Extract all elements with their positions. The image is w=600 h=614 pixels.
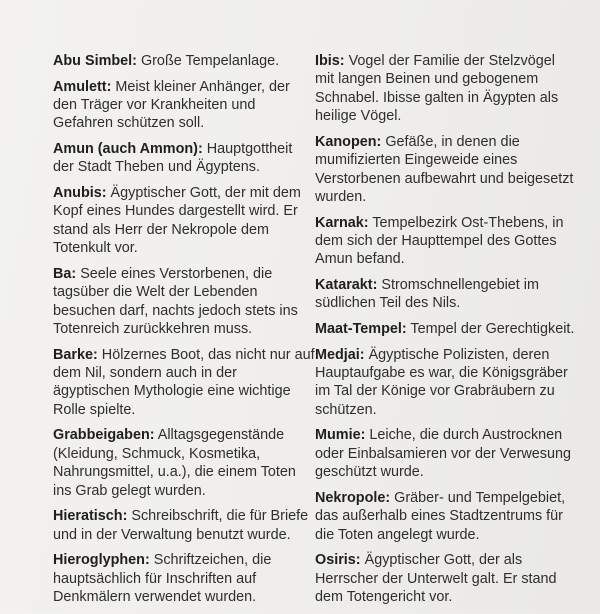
- glossary-term: Amulett:: [53, 78, 112, 95]
- glossary-entry: [315, 346, 577, 420]
- glossary-term: Amun (auch Ammon):: [53, 141, 203, 157]
- glossary-entry: [53, 52, 315, 70]
- glossary-definition: Gefäße, in denen die mumifizierten Eingeweide eines Verstorbenen aufbewahrt und beigesetzt wurden.: [315, 133, 574, 206]
- glossary-term: Abu Simbel:: [53, 53, 137, 69]
- glossary-definition: Vogel der Familie der Stelzvögel mit langen Beinen und gebogenem Schnabel. Ibisse galten in Ägypten als heilige Vögel.: [315, 53, 559, 125]
- glossary-definition: Schriftzeichen, die hauptsächlich für Inschriften auf Denkmälern verwendet wurden.: [53, 552, 272, 606]
- glossary-term: Barke:: [53, 346, 98, 363]
- glossary-entry: [53, 184, 315, 258]
- glossary-term: Mumie:: [315, 427, 366, 444]
- glossary-entry: [315, 52, 577, 126]
- glossary-term: Anubis:: [53, 185, 107, 201]
- glossary-column-right: [315, 52, 577, 614]
- glossary-term: Katarakt:: [315, 277, 378, 294]
- glossary-term: Nekropole:: [315, 489, 391, 506]
- glossary-entry: [53, 426, 315, 500]
- glossary-entry: [315, 551, 577, 606]
- glossary-definition: Leiche, die durch Austrocknen oder Einbalsamieren vor der Verwesung geschützt wurde.: [315, 427, 571, 481]
- glossary-definition: Hauptgottheit der Stadt Theben und Ägyptens.: [53, 141, 293, 176]
- glossary-definition: Ägyptischer Gott, der mit dem Kopf eines Hundes dargestellt wird. Er stand als Herr der Nekropole dem Totenkult vor.: [53, 185, 301, 257]
- glossary-definition: Große Tempelanlage.: [136, 53, 280, 69]
- glossary-entry: [315, 426, 577, 481]
- glossary-entry: [315, 320, 577, 338]
- glossary-definition: Hölzernes Boot, das nicht nur auf dem Nil, sondern auch in der ägyptischen Mythologie eine wichtige Rolle spielte.: [53, 346, 315, 418]
- glossary-definition: Ägyptischer Gott, der als Herrscher der Unterwelt galt. Er stand dem Totengericht vor.: [315, 552, 557, 606]
- glossary-term: Medjai:: [315, 346, 365, 363]
- glossary-definition: Alltagsgegenstände (Kleidung, Schmuck, Kosmetika, Nahrungsmittel, u.a.), die einem Toten ins Grab gelegt wurden.: [53, 427, 296, 499]
- glossary-term: Osiris:: [315, 552, 361, 569]
- glossary-definition: Tempelbezirk Ost-Thebens, in dem sich der Haupttempel des Gottes Amun befand.: [315, 214, 564, 268]
- glossary-entry: [315, 276, 577, 313]
- glossary-definition: Seele eines Verstorbenen, die tagsüber die Welt der Lebenden besuchen darf, nachts jedoch stets ins Totenreich zurückkehren muss.: [53, 265, 298, 338]
- glossary-entry: [53, 78, 315, 133]
- glossary-term: Kanopen:: [315, 133, 382, 150]
- glossary-definition: Meist kleiner Anhänger, der den Träger vor Krankheiten und Gefahren schützen soll.: [53, 78, 290, 132]
- glossary-term: Karnak:: [315, 214, 369, 231]
- glossary-entry: [53, 551, 315, 606]
- glossary-column-left: [53, 52, 315, 614]
- glossary-entry: [53, 265, 315, 339]
- glossary-entry: [315, 214, 577, 269]
- glossary-term: Grabbeigaben:: [53, 427, 155, 444]
- glossary-term: Ba:: [53, 265, 77, 282]
- glossary-term: Ibis:: [315, 53, 345, 69]
- glossary-definition: Ägyptische Polizisten, deren Hauptaufgabe es war, die Königsgräber im Tal der Könige vor Grabräubern zu schützen.: [315, 346, 568, 418]
- glossary-term: Maat-Tempel:: [315, 321, 407, 338]
- glossary-definition: Gräber- und Tempelgebiet, das außerhalb eines Stadtzentrums für die Toten angelegt wurde.: [315, 489, 566, 543]
- glossary-term: Hieratisch:: [53, 508, 128, 525]
- glossary-entry: [53, 346, 315, 420]
- glossary-entry: [53, 507, 315, 544]
- glossary-entry: [315, 489, 577, 544]
- glossary-definition: Schreibschrift, die für Briefe und in der Verwaltung benutzt wurde.: [53, 508, 309, 543]
- glossary-term: Hieroglyphen:: [53, 552, 150, 569]
- glossary-entry: [53, 140, 315, 177]
- glossary-definition: Tempel der Gerechtigkeit.: [406, 321, 575, 338]
- glossary-entry: [315, 133, 577, 207]
- glossary-definition: Stromschnellengebiet im südlichen Teil des Nils.: [315, 277, 539, 312]
